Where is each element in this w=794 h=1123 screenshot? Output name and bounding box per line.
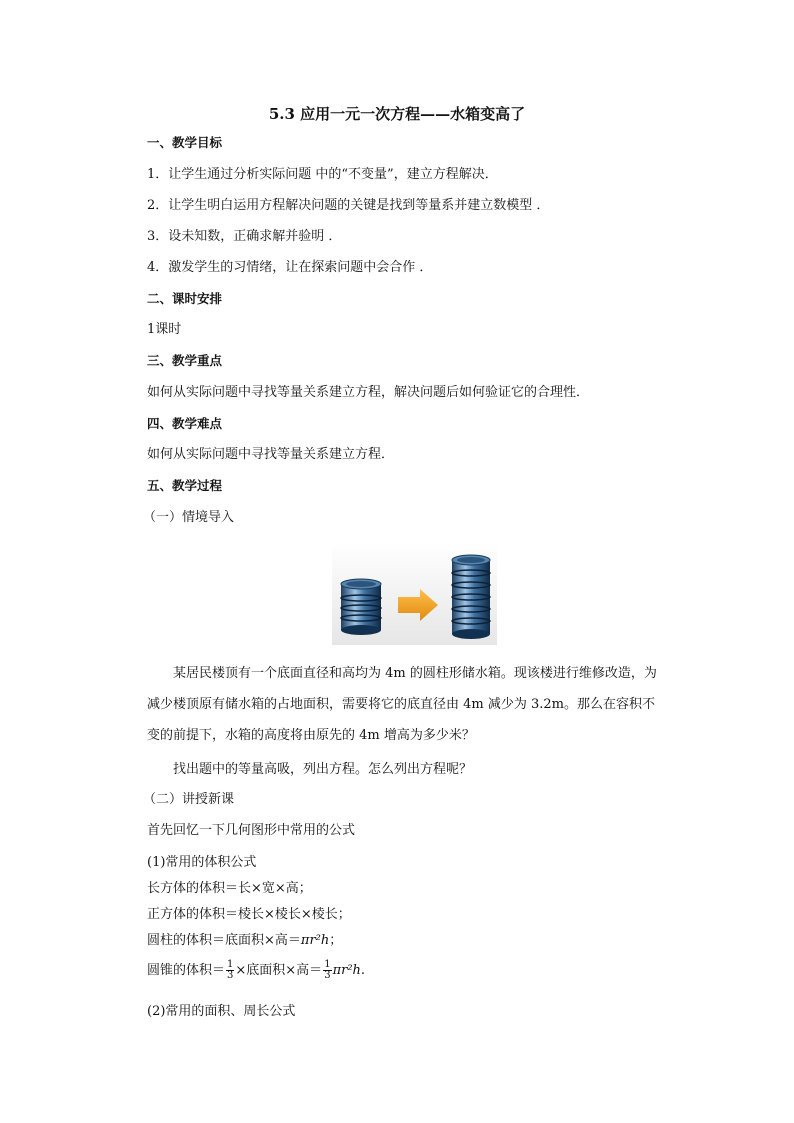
fraction-one-third: $\frac{1}{3}$ [227,959,234,981]
section-heading-difficulties: 四、教学难点 [147,416,223,431]
volume-formulas-title: (1)常用的体积公式 [147,855,257,870]
objective-item: 4．激发学生的习情绪，让在探索问题中会合作 ． [147,260,433,275]
section-heading-key-points: 三、教学重点 [147,353,223,368]
cone-volume-formula: 圆锥的体积＝ $\frac{1}{3}$ ×底面积×高＝ $\frac{1}{3}$ πr²h. [147,959,366,981]
key-points-text: 如何从实际问题中寻找等量关系建立方程，解决问题后如何验证它的合理性． [147,385,590,400]
cuboid-volume-formula: 长方体的体积＝长×宽×高； [147,881,312,896]
document-title: 5.3 应用一元一次方程——水箱变高了 [268,105,526,123]
cylinder-volume-formula: 圆柱的体积＝底面积×高＝πr²h； [147,933,343,948]
subsection-intro: （一）情境导入 [143,510,235,525]
fraction-one-third: $\frac{1}{3}$ [324,959,331,981]
schedule-text: 1课时 [147,322,182,337]
cylinder-formula-expression: πr²h [300,933,330,948]
section-heading-objectives: 一、教学目标 [147,135,223,150]
area-formulas-title: (2)常用的面积、周长公式 [147,1004,296,1019]
objective-item: 3．设未知数，正确求解并验明 ． [147,229,342,244]
recall-text: 首先回忆一下几何图形中常用的公式 [147,823,356,838]
question-text: 找出题中的等量高吸，列出方程。怎么列出方程呢？ [173,762,473,777]
cone-formula-expression: πr²h. [332,963,366,978]
tall-barrel-icon [452,555,490,639]
section-heading-process: 五、教学过程 [147,478,223,493]
problem-paragraph [147,658,667,751]
water-tank-illustration [332,542,497,645]
subsection-new-lesson: （二）讲授新课 [143,792,235,807]
cube-volume-formula: 正方体的体积＝棱长×棱长×棱长； [147,907,351,922]
difficulties-text: 如何从实际问题中寻找等量关系建立方程． [147,447,395,462]
section-heading-schedule: 二、课时安排 [147,291,223,306]
problem-text: 某居民楼顶有一个底面直径和高均为 4m 的圆柱形储水箱。现该楼进行维修改造，为减少楼顶原有储水箱的占地面积，需要将它的底直径由 4m 减少为 3.2m。那么在容积不变的前提下，水箱的高度将由原先的 4m 增高为多少米？ [147,666,657,743]
short-barrel-icon [341,579,381,635]
objective-item: 2．让学生明白运用方程解决问题的关键是找到等量系并建立数模型 ． [147,198,550,213]
objective-item: 1．让学生通过分析实际问题 中的“不变量”，建立方程解决． [147,167,498,182]
